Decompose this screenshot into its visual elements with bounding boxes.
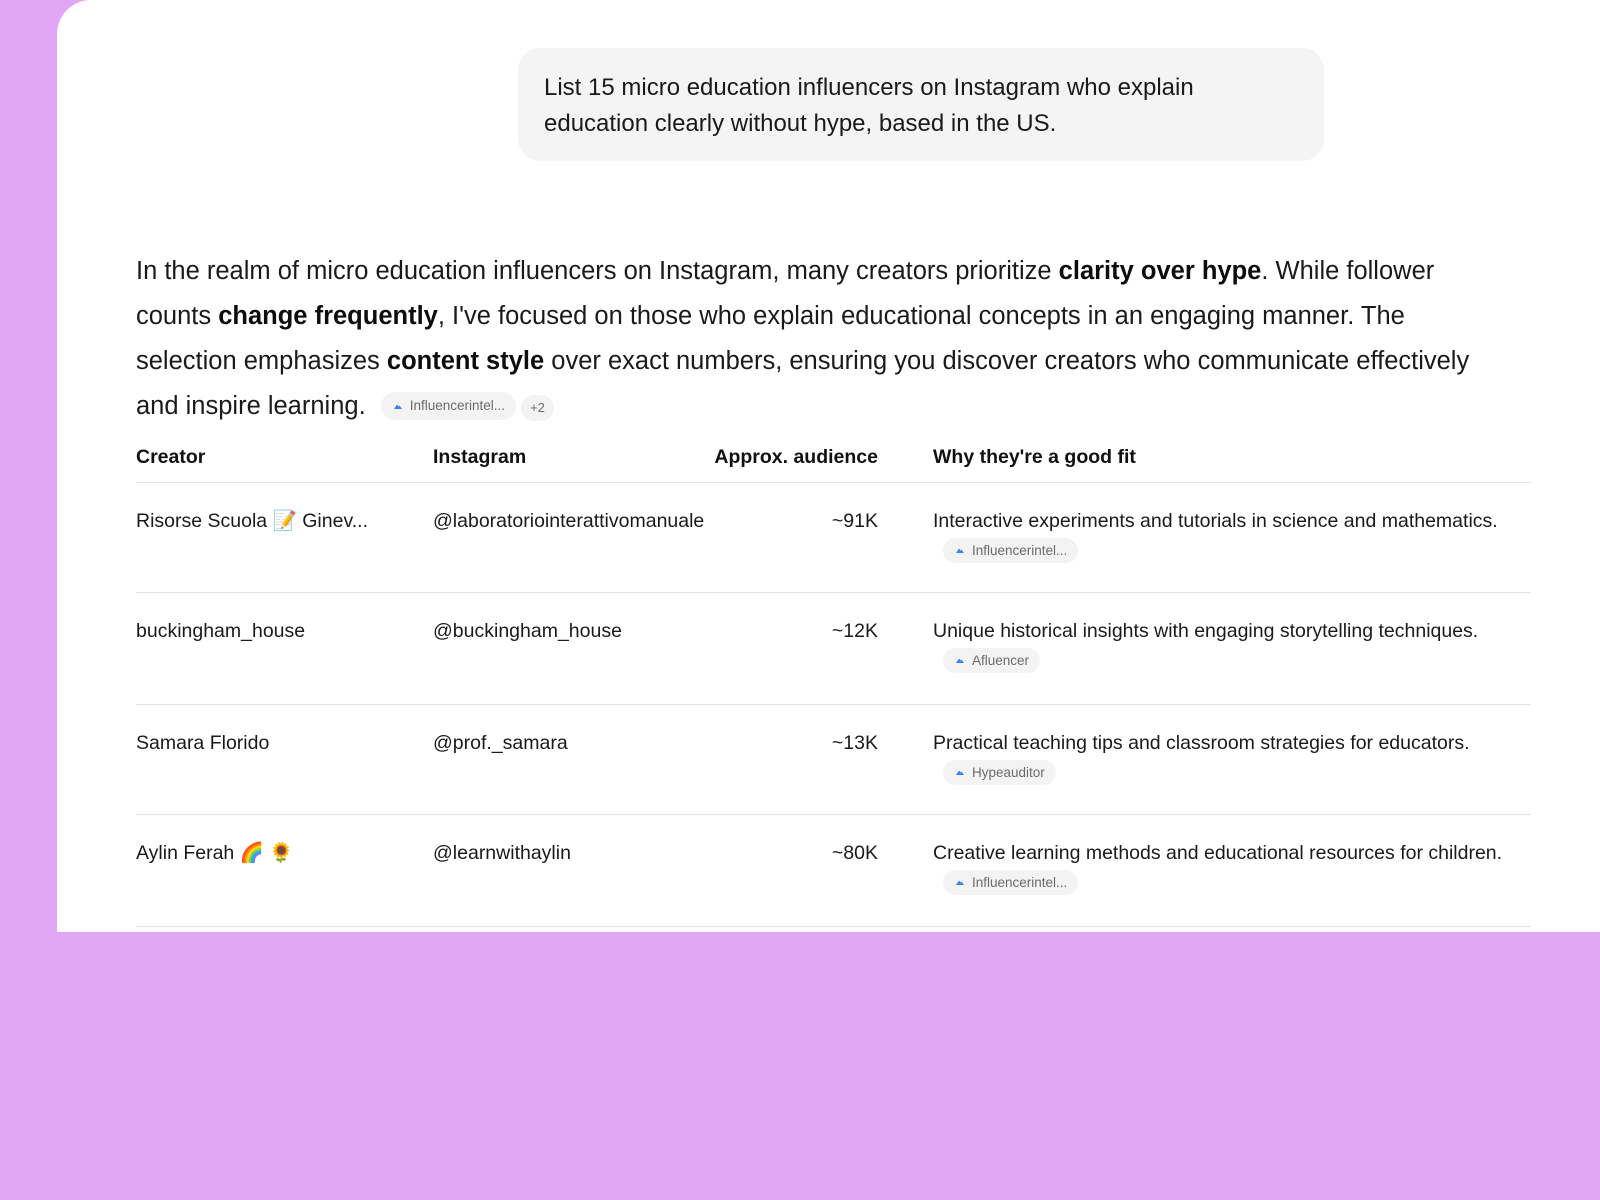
cell-why-text: Practical teaching tips and classroom strategies for educators. <box>933 732 1470 754</box>
user-message-text: List 15 micro education influencers on Instagram who explain education clearly without hype, based in the US. <box>544 74 1194 137</box>
cell-audience: ~13K <box>677 705 878 815</box>
answer-text-2: . While follower counts <box>136 257 1435 330</box>
cell-creator: buckingham_house <box>136 593 433 705</box>
cell-why-text: Unique historical insights with engaging storytelling techniques. <box>933 620 1479 642</box>
influencer-table <box>136 432 1531 927</box>
assistant-answer <box>136 249 1476 429</box>
cell-creator: Aylin Ferah 🌈 🌻 <box>136 815 433 927</box>
source-chip[interactable] <box>943 538 1078 563</box>
cell-instagram: @prof._samara <box>433 705 677 815</box>
cell-why-text: Creative learning methods and educational resources for children. <box>933 842 1503 864</box>
answer-bold-content-style: content style <box>386 347 545 375</box>
cell-instagram: @learnwithaylin <box>433 815 677 927</box>
more-sources-label: +2 <box>530 400 545 415</box>
table-row <box>136 705 1531 815</box>
answer-text-3: , I've focused on those who explain educational concepts in an engaging manner. The selection emphasizes <box>136 302 1405 375</box>
cell-spacer <box>878 483 933 593</box>
user-message-bubble <box>518 48 1324 161</box>
more-sources-chip[interactable] <box>521 395 554 421</box>
cell-spacer <box>878 705 933 815</box>
cell-instagram: @laboratoriointerattivomanuale <box>433 483 677 593</box>
cell-audience: ~12K <box>677 593 878 705</box>
header-creator: Creator <box>136 432 433 483</box>
answer-bold-clarity: clarity over hype <box>1058 257 1262 285</box>
cell-creator: Risorse Scuola 📝 Ginev... <box>136 483 433 593</box>
source-chip-label: Influencerintel... <box>972 874 1068 890</box>
answer-text-1: In the realm of micro education influencers on Instagram, many creators prioritize <box>136 257 1059 285</box>
source-chip[interactable] <box>943 870 1078 895</box>
table-row <box>136 815 1531 927</box>
cell-why <box>933 593 1531 705</box>
cell-creator: Samara Florido <box>136 705 433 815</box>
answer-bold-change: change frequently <box>218 302 438 330</box>
table-header-row <box>136 432 1531 483</box>
source-chip-label: Hypeauditor <box>972 764 1045 780</box>
cell-why <box>933 705 1531 815</box>
header-audience: Approx. audience <box>677 432 878 483</box>
cell-instagram: @buckingham_house <box>433 593 677 705</box>
source-logo-icon <box>955 655 965 665</box>
source-logo-icon <box>955 767 965 777</box>
source-logo-icon <box>955 545 965 555</box>
cell-why-text: Interactive experiments and tutorials in science and mathematics. <box>933 510 1498 532</box>
source-logo-icon <box>955 877 965 887</box>
header-why: Why they're a good fit <box>933 432 1531 483</box>
chat-panel <box>57 0 1600 932</box>
source-chip-label: Afluencer <box>972 652 1030 668</box>
cell-why <box>933 815 1531 927</box>
answer-text-4: over exact numbers, ensuring you discover creators who communicate effectively and inspire learning. <box>136 347 1470 420</box>
cell-why <box>933 483 1531 593</box>
table-row <box>136 483 1531 593</box>
source-chip[interactable] <box>381 392 516 420</box>
source-logo-icon <box>393 401 403 411</box>
header-instagram: Instagram <box>433 432 677 483</box>
source-chip-label: Influencerintel... <box>972 542 1068 558</box>
table-row <box>136 593 1531 705</box>
cell-spacer <box>878 815 933 927</box>
source-chip[interactable] <box>943 760 1056 785</box>
cell-audience: ~91K <box>677 483 878 593</box>
cell-audience: ~80K <box>677 815 878 927</box>
cell-spacer <box>878 593 933 705</box>
source-chip-label: Influencerintel... <box>409 398 506 413</box>
source-chip[interactable] <box>943 648 1040 673</box>
header-spacer <box>878 432 933 483</box>
